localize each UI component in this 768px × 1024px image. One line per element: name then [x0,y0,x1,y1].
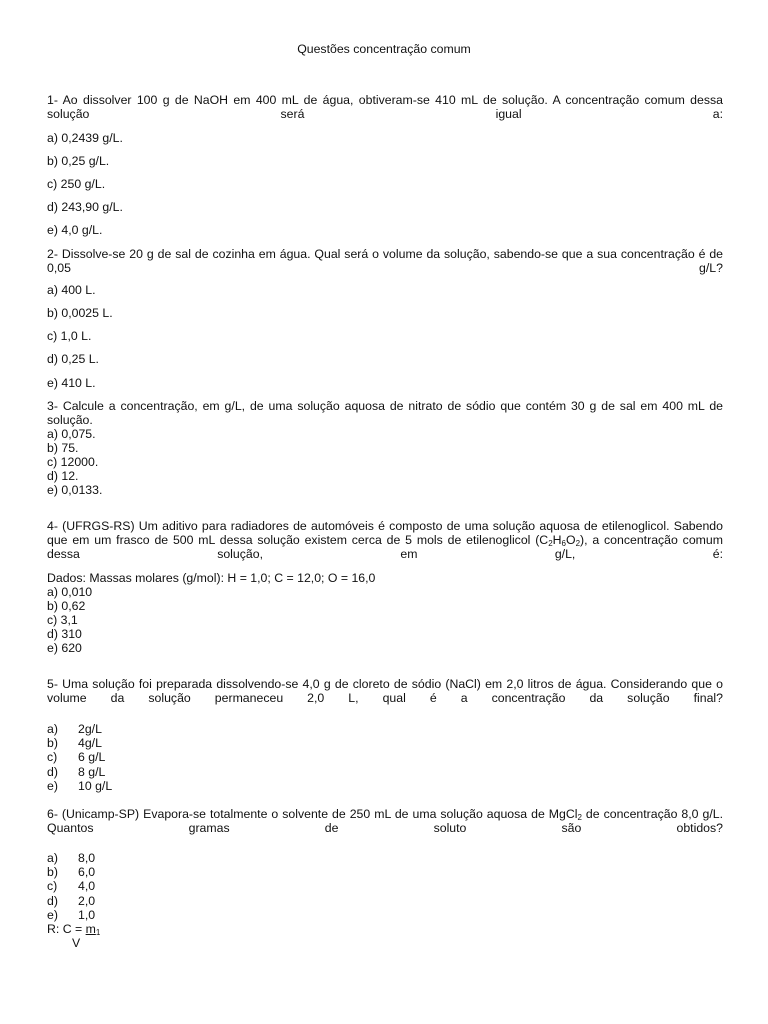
question-3-option-d: d) 12. [47,469,79,483]
question-2-option-e: e) 410 L. [47,376,96,390]
question-4-option-b: b) 0,62 [47,599,86,613]
question-4-option-e: e) 620 [47,641,82,655]
question-3-option-b: b) 75. [47,441,79,455]
question-5-option-c: c) 6 g/L [47,750,106,765]
question-3-options [47,427,723,497]
question-1-option-e: e) 4,0 g/L. [47,223,103,237]
question-5-option-d: d) 8 g/L [47,764,106,779]
question-3-stem: 3- Calcule a concentração, em g/L, de uma solução aquosa de nitrato de sódio que contém 30 g de sal em 400 mL de solução. [47,399,723,427]
question-1-option-a: a) 0,2439 g/L. [47,131,123,145]
question-4-option-a: a) 0,010 [47,585,93,599]
question-3-option-e: e) 0,0133. [47,483,103,497]
question-4-given-data: Dados: Massas molares (g/mol): H = 1,0; C = 12,0; O = 16,0 [47,571,376,585]
question-1-option-b: b) 0,25 g/L. [47,154,110,168]
question-5-options [47,722,723,793]
question-3-option-a: a) 0,075. [47,427,96,441]
question-5-option-a: a) 2g/L [47,722,102,736]
question-6-option-b: b) 6,0 [47,865,96,880]
question-6-answer-denominator: V [72,936,81,951]
question-4-data-and-options [47,571,723,655]
question-2-option-b: b) 0,0025 L. [47,306,113,320]
question-2-option-d: d) 0,25 L. [47,352,99,366]
question-6-option-a: a) 8,0 [47,851,96,865]
question-4-option-c: c) 3,1 [47,613,78,627]
question-5-option-e: e) 10 g/L [47,778,113,793]
question-5-option-b: b) 4g/L [47,736,102,751]
question-2-option-a: a) 400 L. [47,283,96,297]
question-1-stem: 1- Ao dissolver 100 g de NaOH em 400 mL de água, obtiveram-se 410 mL de solução. A concentração comum dessa solução será igual a: [47,93,723,121]
question-5-stem: 5- Uma solução foi preparada dissolvendo-se 4,0 g de cloreto de sódio (NaCl) em 2,0 litros de água. Considerando que o volume da solução permaneceu 2,0 L, qual é a concentração da solução final? [47,677,723,705]
question-3-option-c: c) 12000. [47,455,99,469]
question-4-stem: 4- (UFRGS-RS) Um aditivo para radiadores de automóveis é composto de uma solução aquosa de etilenoglicol. Sabendo que em um frasco de 500 mL dessa solução existem cerca de 5 mols de etilenoglicol $(C_2H_6O_2)$, a concentração comum dessa solução, em g/L, é: [47,519,723,561]
question-6-options [47,851,723,950]
question-2-option-c: c) 1,0 L. [47,329,92,343]
question-6-answer-formula: R: $C = m_1$ [47,922,101,938]
question-4-option-d: d) 310 [47,627,82,641]
question-6-option-e: e) 1,0 [47,907,96,922]
question-6-stem: 6- (Unicamp-SP) Evapora-se totalmente o solvente de 250 mL de uma solução aquosa de MgCl$_2$ de concentração 8,0 g/L. Quantos gramas de soluto são obtidos? [47,807,724,835]
question-6-option-c: c) 4,0 [47,879,96,894]
question-1-option-c: c) 250 g/L. [47,177,106,191]
question-2-stem: 2- Dissolve-se 20 g de sal de cozinha em água. Qual será o volume da solução, sabendo-se que a sua concentração é de 0,05 g/L? [47,247,723,275]
page-title: Questões concentração comum [297,42,471,56]
question-1-option-d: d) 243,90 g/L. [47,200,123,214]
question-6-option-d: d) 2,0 [47,893,96,908]
